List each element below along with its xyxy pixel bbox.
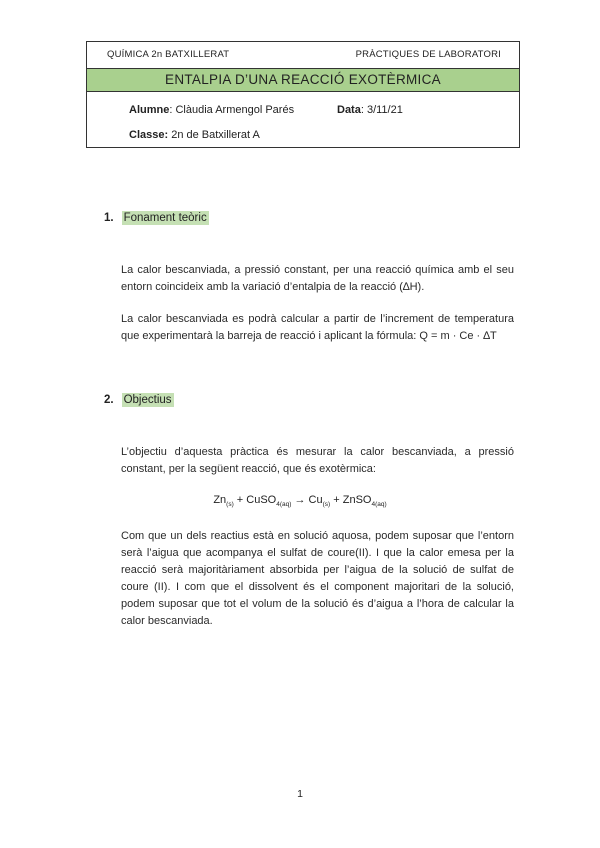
formula-znso4-state: 4(aq) — [371, 501, 387, 509]
paragraph-text: La calor bescanviada, a pressió constant, per una reacció química amb el seu entorn coincideix amb la variació d’entalpia de la reacció (∆H). — [121, 264, 514, 293]
section2-paragraph-1 — [121, 444, 514, 478]
header-top-row — [87, 42, 519, 68]
section-title: Objectius — [123, 394, 172, 406]
paragraph-text: Com que un dels reactius està en solució aquosa, podem suposar que l’entorn serà l’aigua que acompanya el sulfat de coure(II). I que la calor emesa per la reacció serà majoritàriament absorbida per l’aigua de la solució de sulfat de coure (II). I com que el dissolvent és el component majoritari de la solució, podem suposar que tot el volum de la solució és d’aigua a l’hora de calcular la calor bescanviada. — [121, 530, 514, 627]
reaction-equation — [0, 494, 600, 508]
document-header — [86, 41, 520, 148]
formula-zn: Zn — [213, 494, 227, 506]
section1-paragraph-2 — [121, 311, 514, 345]
formula-cuso4-state: 4(aq) — [276, 501, 292, 509]
document-title: ENTALPIA D’UNA REACCIÓ EXOTÈRMICA — [87, 68, 519, 92]
section-heading-2 — [104, 394, 174, 406]
class-info — [129, 129, 260, 141]
date-info — [337, 104, 403, 116]
page-number: 1 — [297, 788, 303, 800]
practice-type-label: PRÀCTIQUES DE LABORATORI — [355, 49, 501, 60]
section1-paragraph-1 — [121, 262, 514, 296]
student-label: Alumne — [129, 104, 170, 116]
class-label: Classe: — [129, 129, 169, 141]
section-title: Fonament teòric — [123, 212, 207, 224]
student-value: : Clàudia Armengol Parés — [169, 104, 295, 116]
formula-cu-state: (s) — [322, 501, 331, 509]
paragraph-text: L’objectiu d’aquesta pràctica és mesurar la calor bescanviada, a pressió constant, per la següent reacció, que és exotèrmica: — [121, 446, 514, 475]
subject-label: QUÍMICA 2n BATXILLERAT — [107, 49, 230, 60]
section-number: 2. — [104, 394, 114, 406]
section-number: 1. — [104, 212, 114, 224]
formula-cuso4: + CuSO — [233, 494, 277, 506]
formula-zn-state: (s) — [226, 501, 234, 509]
class-value: 2n de Batxillerat A — [168, 129, 260, 141]
date-label: Data — [337, 104, 361, 116]
paragraph-text: La calor bescanviada es podrà calcular a partir de l’increment de temperatura que experimentarà la barreja de reacció i aplicant la fórmula: Q = m · Ce · ∆T — [121, 313, 514, 342]
student-info — [129, 104, 294, 116]
section-heading-1 — [104, 212, 209, 224]
formula-znso4: + ZnSO — [330, 494, 372, 506]
date-value: : 3/11/21 — [360, 104, 403, 116]
section2-paragraph-2 — [121, 528, 514, 630]
formula-arrow-cu: → Cu — [291, 494, 323, 506]
